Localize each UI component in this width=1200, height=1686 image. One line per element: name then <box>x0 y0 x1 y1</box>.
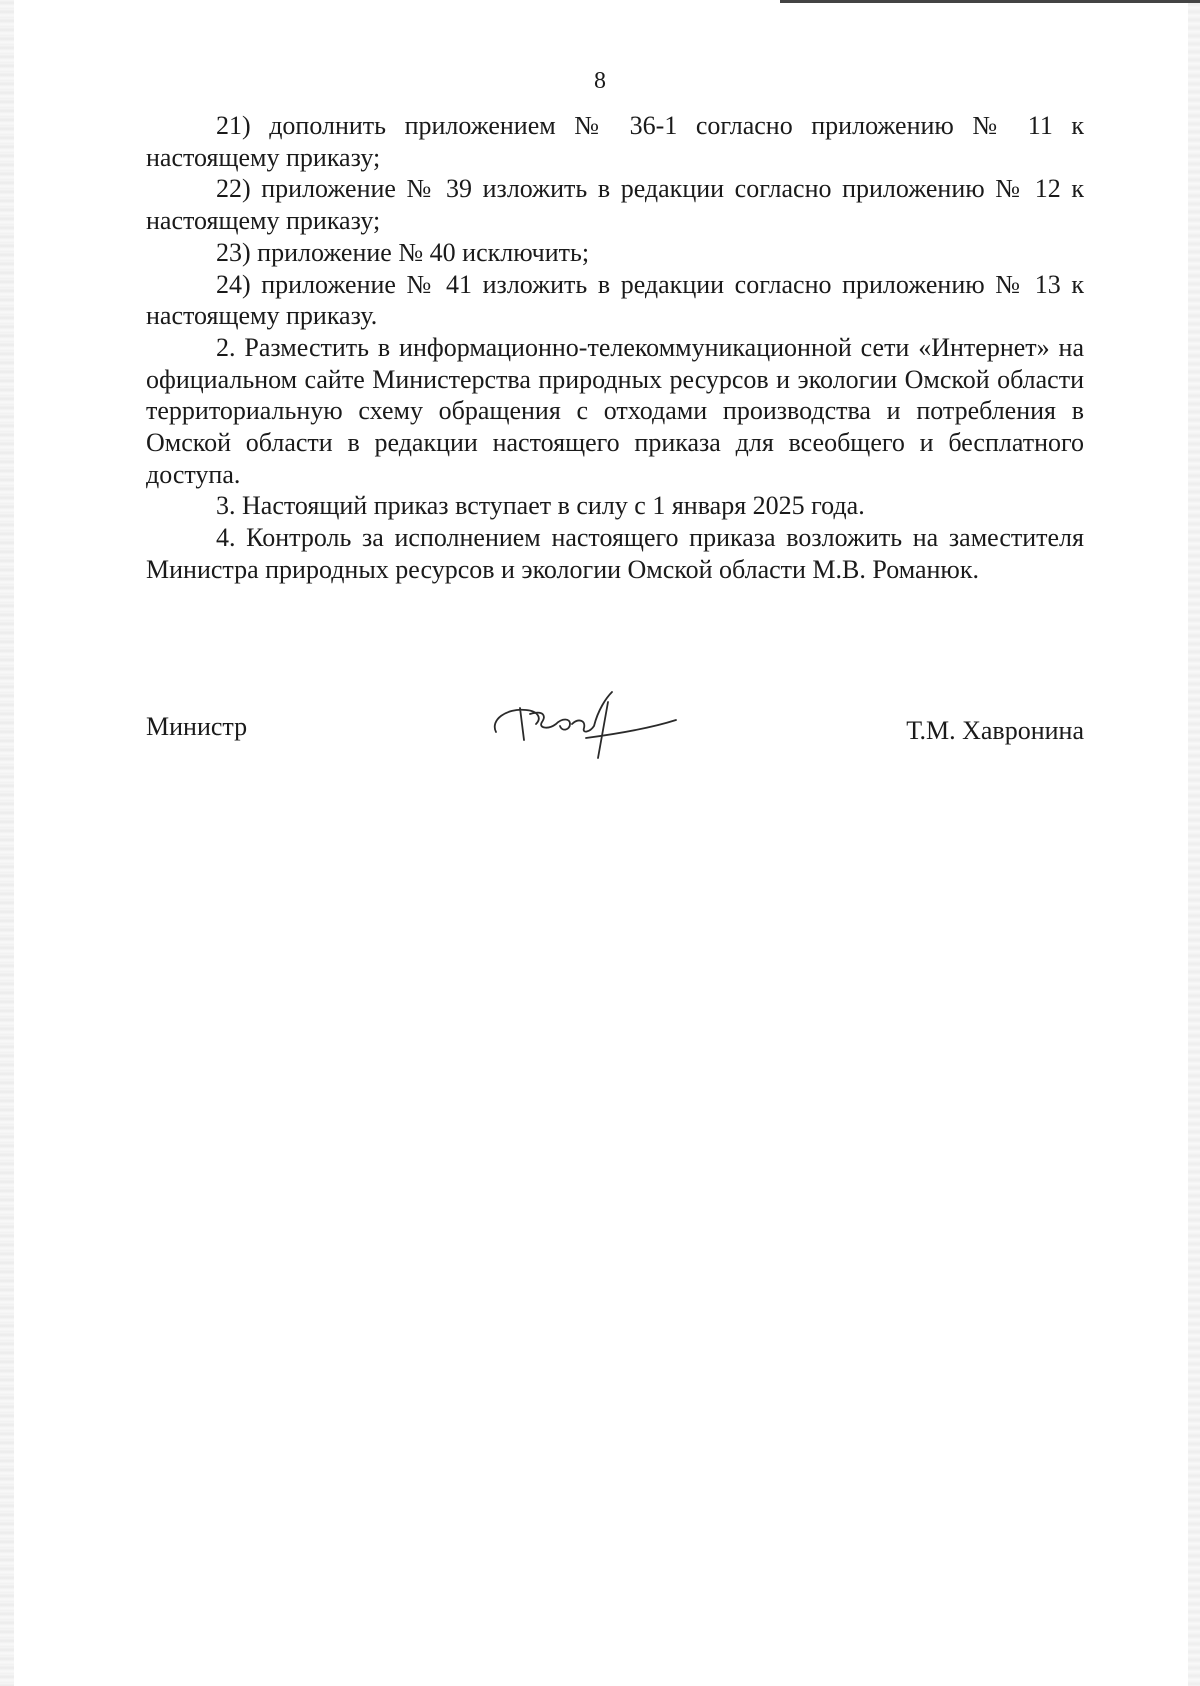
scan-edge-right <box>1188 0 1200 1686</box>
paragraph-item-22: 22) приложение № 39 изложить в редакции согласно приложению № 12 к настоящему приказу; <box>146 174 1084 236</box>
signatory-position: Министр <box>146 712 248 741</box>
paragraph-point-4: 4. Контроль за исполнением настоящего приказа возложить на заместителя Министра природных ресурсов и экологии Омской области М.В. Романюк. <box>146 523 1084 584</box>
document-body <box>146 110 1084 586</box>
signatory-name: Т.М. Хавронина <box>906 716 1084 745</box>
paragraph-point-2: 2. Разместить в информационно-телекоммуникационной сети «Интернет» на официальном сайте Министерства природных ресурсов и экологии Омской области территориальную схему обращения с отходами производства и потребления в Омской области в редакции настоящего приказа для всеобщего и бесплатного доступа. <box>146 332 1084 489</box>
paragraph-item-21: 21) дополнить приложением № 36-1 согласно приложению № 11 к настоящему приказу; <box>146 111 1084 172</box>
signature-block <box>146 692 1084 792</box>
scan-edge-left <box>0 0 14 1686</box>
paragraph-item-24: 24) приложение № 41 изложить в редакции согласно приложению № 13 к настоящему приказу. <box>146 269 1084 331</box>
scan-top-line <box>780 0 1200 3</box>
handwritten-signature-icon <box>486 680 686 770</box>
paragraph-item-23: 23) приложение № 40 исключить; <box>216 237 590 267</box>
paragraph-point-3: 3. Настоящий приказ вступает в силу с 1 января 2025 года. <box>216 491 865 521</box>
page-number: 8 <box>594 68 606 94</box>
